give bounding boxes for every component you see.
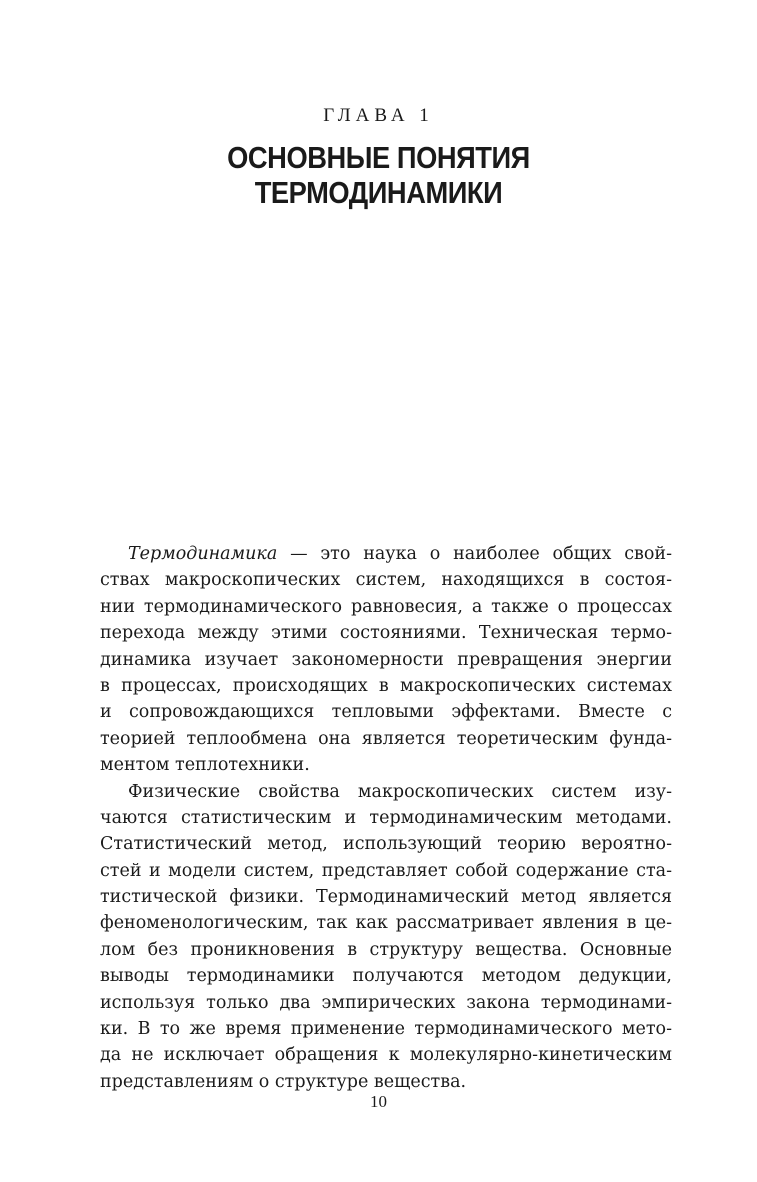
- text-line: выводы термодинамики получаются методом дедукции,: [100, 966, 672, 987]
- text-line: феноменологическим, так как рассматривает явления в це-: [100, 913, 672, 934]
- text-line: чаются статистическим и термодинамическим методами.: [100, 807, 672, 828]
- text-fragment: — это наука о наиболее общих свой-: [277, 544, 672, 564]
- text-line: представлениям о структуре вещества.: [100, 1071, 467, 1092]
- chapter-title-line-2: ТЕРМОДИНАМИКИ: [254, 175, 503, 210]
- text-line: стей и модели систем, представляет собой содержание ста-: [100, 860, 672, 881]
- text-line: ки. В то же время применение термодинамического мето-: [100, 1019, 672, 1040]
- text-line: лом без проникновения в структуру вещества. Основные: [100, 939, 672, 960]
- text-line: да не исключает обращения к молекулярно-кинетическим: [100, 1045, 672, 1066]
- text-line: динамика изучает закономерности превращения энергии: [100, 649, 672, 670]
- text-line: [100, 541, 672, 567]
- text-line: ствах макроскопических систем, находящихся в состоя-: [100, 570, 672, 591]
- text-line: теорией теплообмена она является теоретическим фунда-: [100, 728, 672, 749]
- body-text: [100, 541, 672, 1095]
- text-line: перехода между этими состояниями. Техническая термо-: [100, 623, 672, 644]
- text-line: Статистический метод, использующий теорию вероятно-: [100, 834, 672, 855]
- text-line: нии термодинамического равновесия, а также о процессах: [100, 596, 672, 617]
- term-italic: Термодинамика: [128, 544, 278, 564]
- text-line: ментом теплотехники.: [100, 755, 310, 776]
- text-line: в процессах, происходящих в макроскопических системах: [100, 675, 672, 696]
- text-line: и сопровождающихся тепловыми эффектами. Вместе с: [100, 702, 672, 723]
- text-line: Физические свойства макроскопических систем изу-: [128, 781, 672, 802]
- text-line: используя только два эмпирических закона термодинами-: [100, 992, 672, 1013]
- page-number: 10: [370, 1092, 387, 1111]
- chapter-label: ГЛАВА 1: [323, 105, 434, 126]
- text-line: тистической физики. Термодинамический метод является: [100, 887, 672, 908]
- chapter-title: [45, 140, 711, 210]
- chapter-title-line-1: ОСНОВНЫЕ ПОНЯТИЯ: [227, 140, 530, 175]
